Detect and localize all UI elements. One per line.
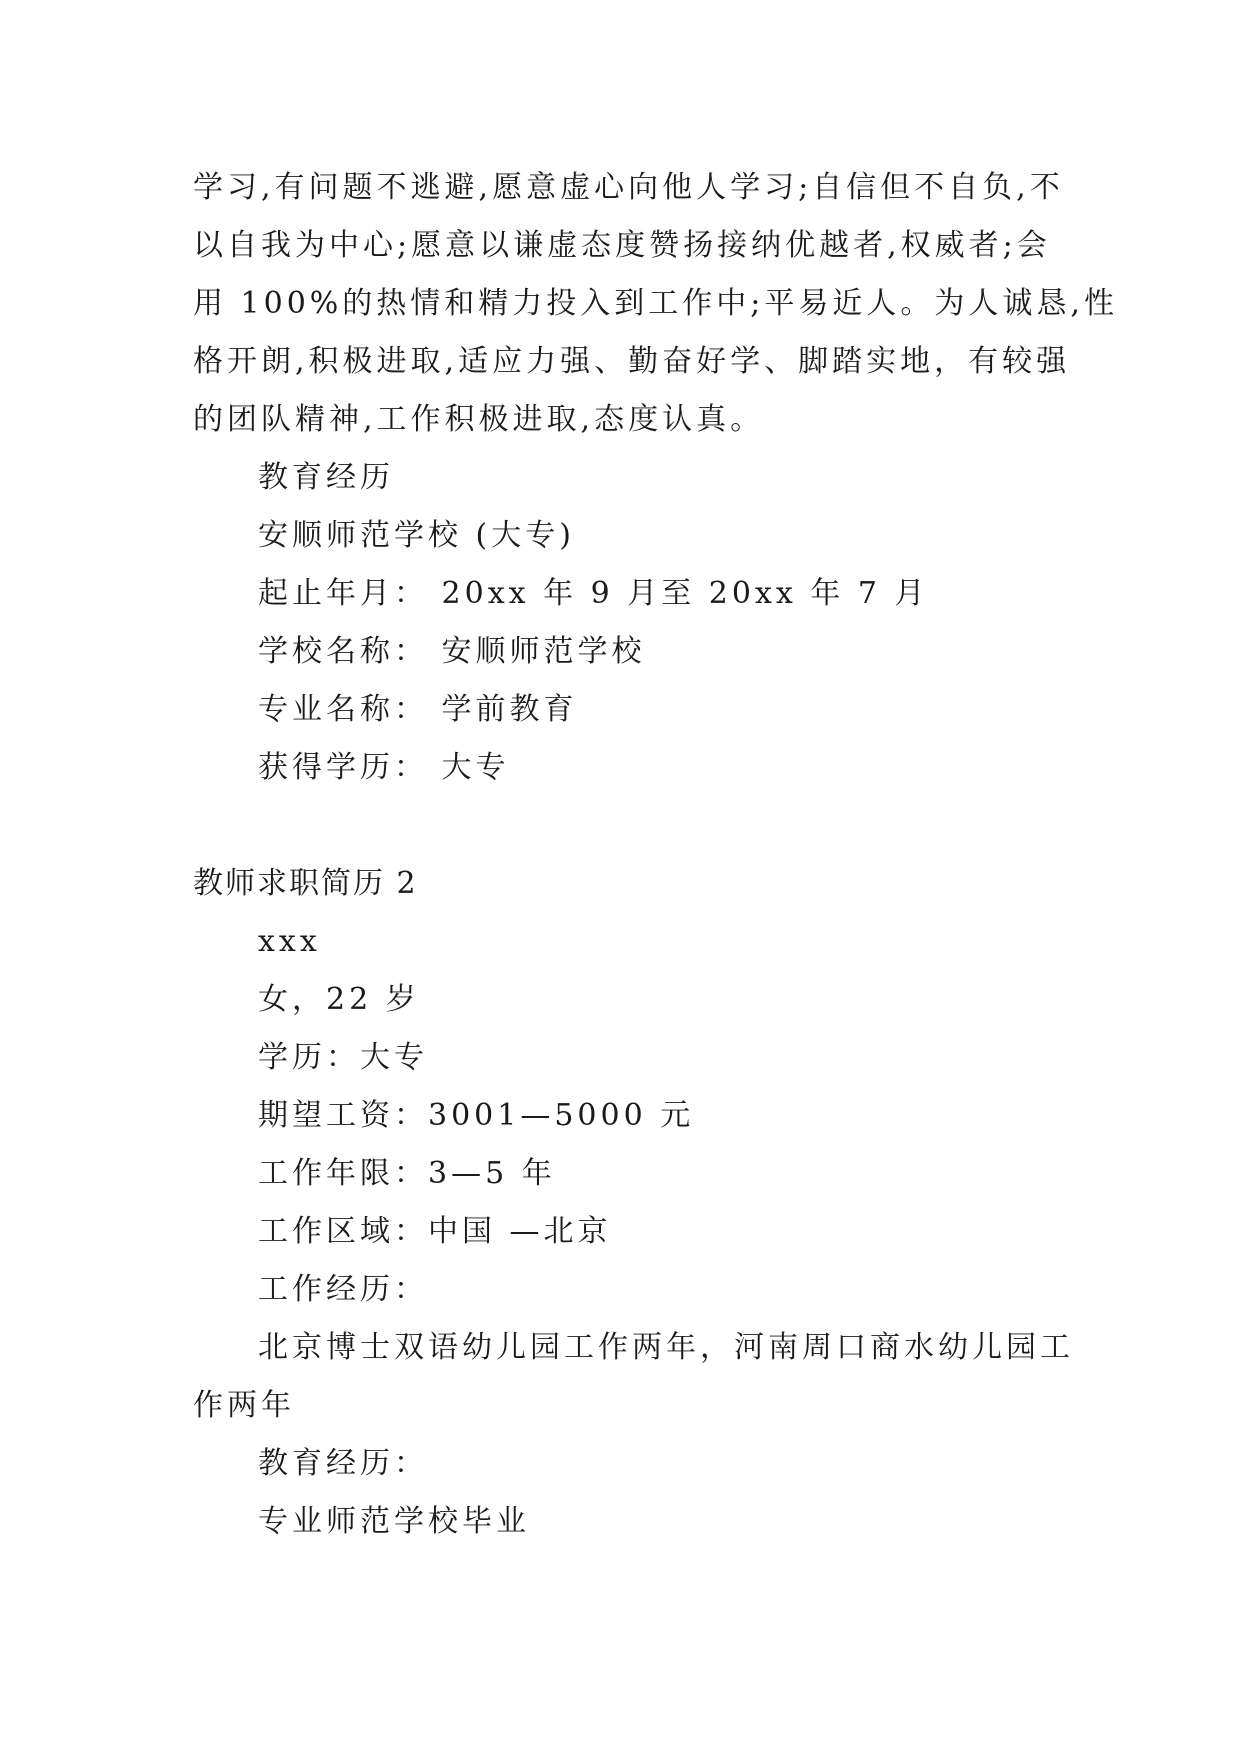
work-experience-label: 工作经历： [258,1272,428,1307]
major-name: 专业名称： 学前教育 [258,692,578,727]
work-experience-line-1: 北京博士双语幼儿园工作两年，河南周口商水幼儿园工 [258,1330,1074,1365]
school-header: 安顺师范学校 (大专) [258,518,575,553]
study-period: 起止年月： 20xx 年 9 月至 20xx 年 7 月 [258,576,929,611]
intro-line-5: 的团队精神,工作积极进取,态度认真。 [193,402,765,437]
resume-title: 教师求职简历 2 [193,866,418,901]
work-experience-line-2: 作两年 [193,1388,295,1423]
work-area: 工作区域：中国 —北京 [258,1214,612,1249]
gender-age: 女，22 岁 [258,982,420,1017]
education-heading: 教育经历 [258,460,394,495]
intro-line-2: 以自我为中心;愿意以谦虚态度赞扬接纳优越者,权威者;会 [193,228,1051,263]
expected-salary: 期望工资：3001—5000 元 [258,1098,695,1133]
candidate-name: xxx [258,924,321,959]
intro-line-3: 用 100%的热情和精力投入到工作中;平易近人。为人诚恳,性 [193,286,1118,321]
education-detail: 专业师范学校毕业 [258,1504,530,1539]
intro-line-1: 学习,有问题不逃避,愿意虚心向他人学习;自信但不自负,不 [193,170,1064,205]
degree-obtained: 获得学历： 大专 [258,750,510,785]
education-level: 学历：大专 [258,1040,428,1075]
work-years: 工作年限：3—5 年 [258,1156,556,1191]
education-label: 教育经历： [258,1446,428,1481]
school-name: 学校名称： 安顺师范学校 [258,634,646,669]
intro-line-4: 格开朗,积极进取,适应力强、勤奋好学、脚踏实地，有较强 [193,344,1071,379]
